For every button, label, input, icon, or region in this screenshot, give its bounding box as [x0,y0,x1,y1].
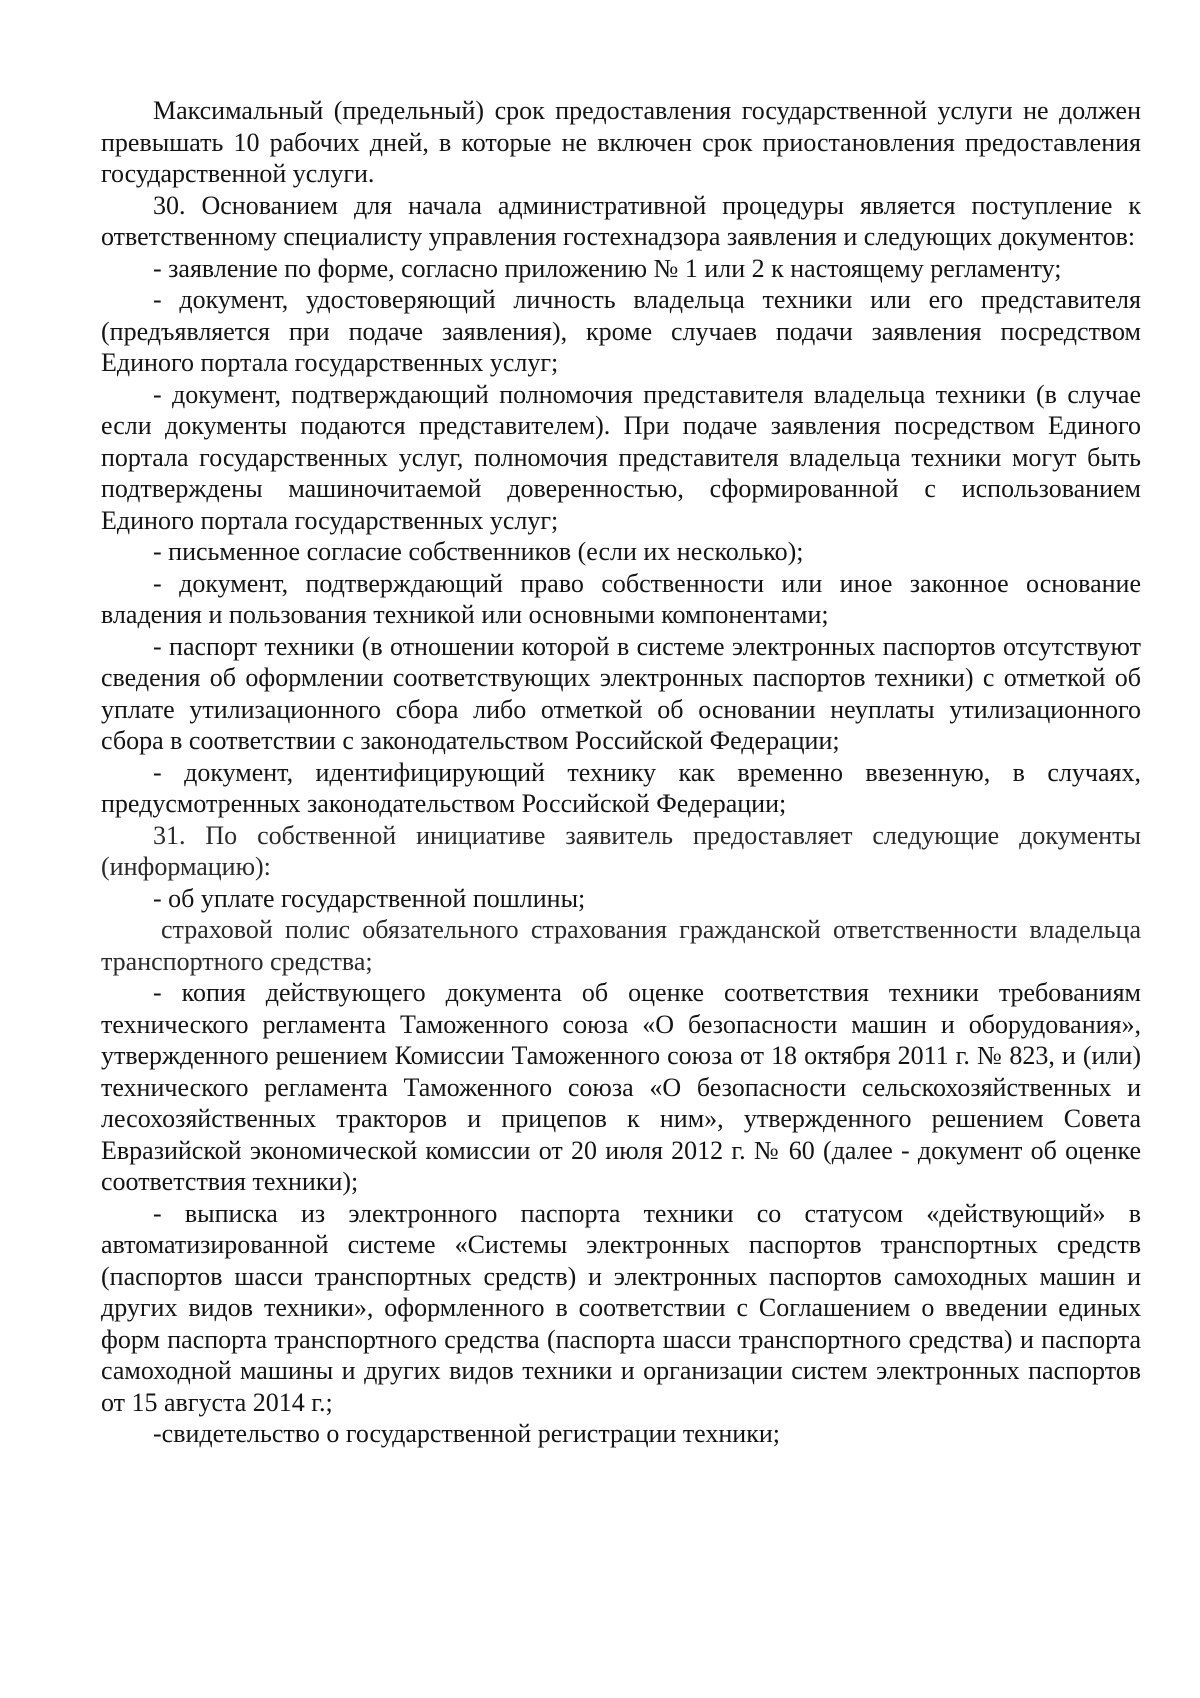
list-item-temporary-import-document: - документ, идентифицирующий технику как временно ввезенную, в случаях, предусмотренных законодательством Российской Федерации; [101,757,1141,818]
list-item-authority-document: - документ, подтверждающий полномочия представителя владельца техники (в случае если документы подаются представителем). При подаче заявления посредством Единого портала государственных услуг, полномочия представителя владельца техники могут быть подтверждены машиночитаемой доверенностью, сформированной с использованием Единого портала государственных услуг; [101,379,1141,535]
list-item-owners-consent: - письменное согласие собственников (если их несколько); [153,537,804,566]
list-item-conformity-document: - копия действующего документа об оценке соответствия техники требованиям технического регламента Таможенного союза «О безопасности машин и оборудования», утвержденного решением Комиссии Таможенного союза от 18 октября 2011 г. № 823, и (или) технического регламента Таможенного союза «О безопасности сельскохозяйственных и лесохозяйственных тракторов и прицепов к ним», утвержденного решением Совета Евразийской экономической комиссии от 20 июля 2012 г. № 60 (далее - документ об оценке соответствия техники); [101,978,1141,1196]
list-item-application-form: - заявление по форме, согласно приложению № 1 или 2 к настоящему регламенту; [153,253,1062,283]
list-item-state-fee: - об уплате государственной пошлины; [153,883,586,913]
list-item-registration-certificate: -свидетельство о государственной регистрации техники; [153,1419,780,1448]
list-item-ownership-document: - документ, подтверждающий право собственности или иное законное основание владения и пользования техникой или основными компонентами; [101,568,1141,629]
list-item-identity-document: - документ, удостоверяющий личность владельца техники или его представителя (предъявляется при подаче заявления), кроме случаев подачи заявления посредством Единого портала государственных услуг; [101,285,1141,377]
paragraph-item-30: 30. Основанием для начала административной процедуры является поступление к ответственному специалисту управления гостехнадзора заявления и следующих документов: [101,190,1141,251]
paragraph-item-31: 31. По собственной инициативе заявитель предоставляет следующие документы (информацию): [101,820,1141,881]
list-item-electronic-passport-extract: - выписка из электронного паспорта техники со статусом «действующий» в автоматизированной системе «Системы электронных паспортов транспортных средств (паспортов шасси транспортных средств) и электронных паспортов самоходных машин и других видов техники», оформленного в соответствии с Соглашением о введении единых форм паспорта транспортного средства (паспорта шасси транспортного средства) и паспорта самоходной машины и других видов техники и организации систем электронных паспортов от 15 августа 2014 г.; [101,1198,1141,1417]
list-item-insurance-policy: страховой полис обязательного страхования гражданской ответственности владельца транспортного средства; [101,915,1141,976]
paragraph-max-term: Максимальный (предельный) срок предоставления государственной услуги не должен превышать 10 рабочих дней, в которые не включен срок приостановления предоставления государственной услуги. [101,96,1141,188]
list-item-vehicle-passport: - паспорт техники (в отношении которой в системе электронных паспортов отсутствуют сведения об оформлении соответствующих электронных паспортов техники) с отметкой об уплате утилизационного сбора либо отметкой об основании неуплаты утилизационного сбора в соответствии с законодательством Российской Федерации; [101,631,1141,755]
document-body [101,95,1141,1450]
